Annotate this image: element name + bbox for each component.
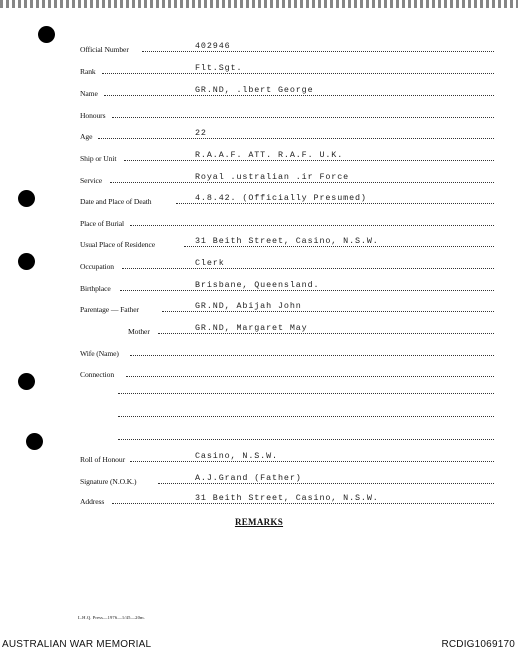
field-label: Signature (N.O.K.) [80,477,137,486]
connection-line [118,439,494,440]
field-connection [80,365,494,379]
field-label: Service [80,176,103,185]
field-place-burial [80,214,494,228]
field-label: Parentage — Father [80,305,139,314]
field-address [80,492,494,506]
field-label: Occupation [80,262,115,271]
field-father [80,300,494,314]
field-roll-of-honour [80,450,494,464]
field-date-place-death [80,192,494,206]
field-value: 31 Beith Street, Casino, N.S.W. [195,236,379,246]
field-label: Place of Burial [80,219,125,228]
field-label: Birthplace [80,284,111,293]
field-value: Royal .ustralian .ir Force [195,172,350,182]
field-label: Honours [80,111,106,120]
connection-line [118,393,494,394]
punch-hole [26,433,43,450]
punch-hole [18,373,35,390]
field-label: Usual Place of Residence [80,240,155,249]
printer-imprint: L.H.Q. Press—1976—1/45—20m. [78,615,145,620]
field-wife [80,344,494,358]
field-label: Date and Place of Death [80,197,152,206]
field-label: Wife (Name) [80,349,119,358]
field-birthplace [80,279,494,293]
field-value: 22 [195,128,207,138]
field-label: Rank [80,67,96,76]
field-value: 4.8.42. (Officially Presumed) [195,193,367,203]
remarks-heading: REMARKS [234,517,284,527]
field-value: Flt.Sgt. [195,63,243,73]
field-value: Clerk [195,258,225,268]
connection-line [118,416,494,417]
field-label: Age [80,132,93,141]
field-value: GR.ND, Margaret May [195,323,308,333]
punch-hole [38,26,55,43]
field-signature [80,472,494,486]
footer-record-id: RCDIG1069170 [441,639,515,650]
field-value: Casino, N.S.W. [195,451,278,461]
punch-hole [18,190,35,207]
field-value: GR.ND, .lbert George [195,85,314,95]
field-value: GR.ND, Abijah John [195,301,302,311]
field-service [80,171,494,185]
footer-source: AUSTRALIAN WAR MEMORIAL [2,639,152,650]
field-age [80,127,494,141]
field-label: Official Number [80,45,129,54]
field-label: Connection [80,370,115,379]
field-ship-or-unit [80,149,494,163]
field-mother [80,322,494,336]
field-honours [80,106,494,120]
field-label: Mother [128,327,150,336]
field-label: Roll of Honour [80,455,126,464]
scan-edge [0,0,518,8]
field-rank [80,62,494,76]
field-usual-residence [80,235,494,249]
field-value: 402946 [195,41,231,51]
field-occupation [80,257,494,271]
field-value: R.A.A.F. ATT. R.A.F. U.K. [195,150,344,160]
field-name [80,84,494,98]
field-value: 31 Beith Street, Casino, N.S.W. [195,493,379,503]
field-value: Brisbane, Queensland. [195,280,320,290]
field-value: A.J.Grand (Father) [195,473,302,483]
punch-hole [18,253,35,270]
field-label: Name [80,89,98,98]
field-label: Ship or Unit [80,154,117,163]
field-label: Address [80,497,105,506]
field-official-number [80,40,494,54]
